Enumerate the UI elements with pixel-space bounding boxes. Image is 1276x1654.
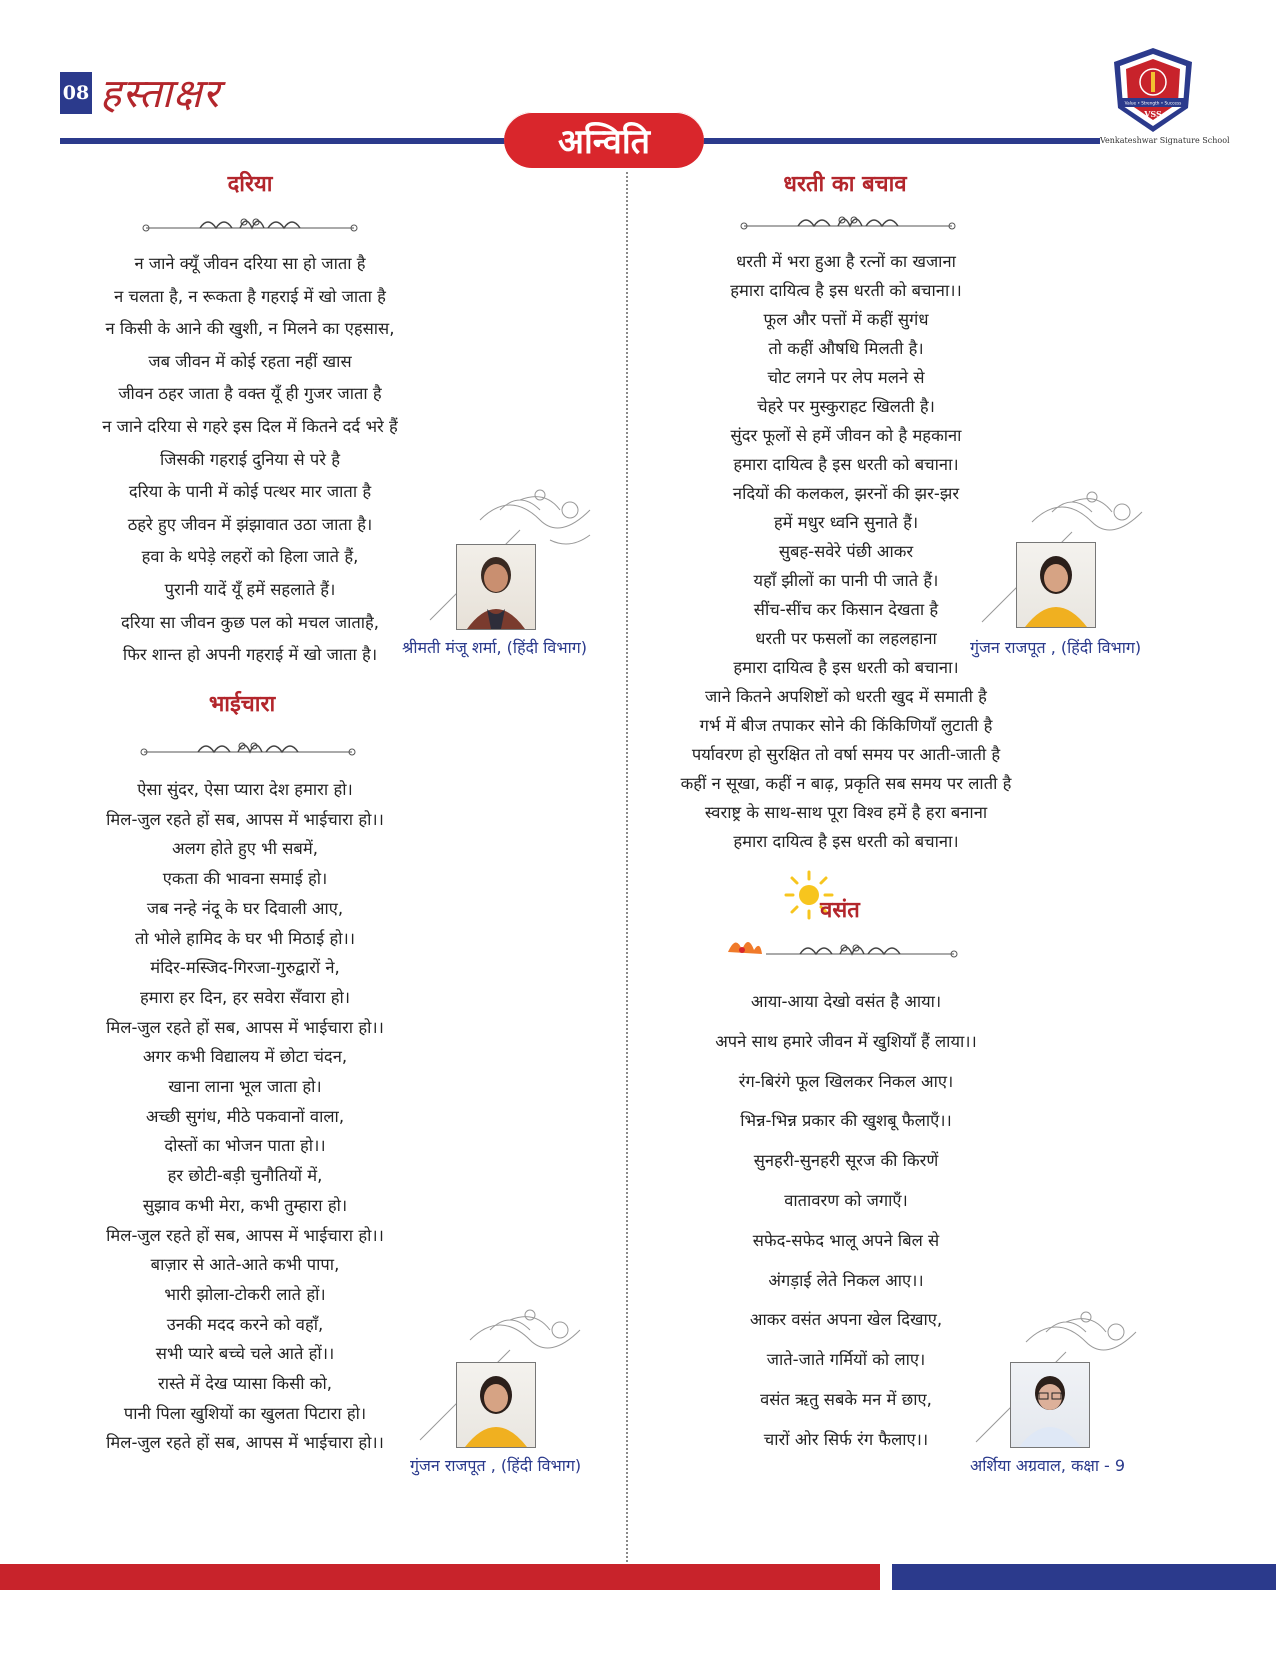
poem-line: जब नन्हे नंदू के घर दिवाली आए, (146, 898, 344, 918)
section-title: अन्विति (504, 112, 704, 168)
poem-line: न जाने क्यूँ जीवन दरिया सा हो जाता है (134, 254, 366, 273)
footer-bar-blue (892, 1564, 1276, 1590)
poem-line: सुझाव कभी मेरा, कभी तुम्हारा हो। (142, 1195, 348, 1215)
poem-line: जब जीवन में कोई रहता नहीं खास (148, 351, 352, 371)
poem-line: गर्भ में बीज तपाकर सोने की किंकिणियाँ लुटाती है (699, 716, 993, 735)
ornament-divider-icon (760, 940, 960, 964)
poem-title-dharti: धरती का बचाव (783, 172, 907, 197)
author-name-bhaichara: गुंजन राजपूत , (हिंदी विभाग) (410, 1456, 582, 1475)
poem-line: जिसकी गहराई दुनिया से परे है (159, 449, 341, 469)
poem-line: धरती में भरा हुआ है रत्नों का खजाना (736, 252, 956, 271)
ornament-divider-icon (140, 214, 360, 238)
poem-line: नदियों की कलकल, झरनों की झर-झर (732, 484, 960, 503)
poem-body-bhaichara (90, 775, 400, 1458)
ornament-divider-icon (138, 738, 358, 762)
poem-line: यहाँ झीलों का पानी पी जाते हैं। (753, 571, 939, 590)
logo-motto: Value • Strength • Success (1124, 100, 1182, 106)
poem-line: उनकी मदद करने को वहाँ, (166, 1314, 324, 1334)
poem-line: बाज़ार से आते-आते कभी पापा, (150, 1255, 340, 1275)
poem-line: मिल-जुल रहते हों सब, आपस में भाईचारा हो।। (106, 1017, 384, 1037)
poem-line: स्वराष्ट्र के साथ-साथ पूरा विश्व हमें है हरा बनाना (704, 803, 988, 822)
school-name: Venkateshwar Signature School (1100, 136, 1230, 145)
poem-line: मिल-जुल रहते हों सब, आपस में भाईचारा हो।। (106, 1433, 384, 1453)
logo-initials: VSS (1144, 109, 1162, 119)
poem-line: दरिया के पानी में कोई पत्थर मार जाता है (128, 482, 372, 502)
poem-line: हमारा दायित्व है इस धरती को बचाना। (733, 832, 959, 851)
poem-line: हमारा दायित्व है इस धरती को बचाना। (733, 658, 959, 677)
author-name-dharti: गुंजन राजपूत , (हिंदी विभाग) (970, 638, 1142, 657)
poem-line: न किसी के आने की खुशी, न मिलने का एहसास, (105, 319, 395, 339)
author-photo-arshiya (1010, 1362, 1090, 1448)
poem-line: चारों ओर सिर्फ रंग फैलाए।। (763, 1429, 929, 1449)
poem-line: पर्यावरण हो सुरक्षित तो वर्षा समय पर आती-जाती है (691, 745, 1001, 764)
flower-icon (724, 930, 764, 960)
column-divider (626, 172, 628, 1562)
poem-line: वातावरण को जगाएँ। (784, 1190, 908, 1210)
poem-line: मिल-जुल रहते हों सब, आपस में भाईचारा हो।। (106, 809, 384, 829)
poem-title-dariya: दरिया (227, 172, 273, 197)
poem-line: जीवन ठहर जाता है वक्त यूँ ही गुजर जाता है (118, 384, 382, 404)
poem-title-bhaichara: भाईचारा (208, 692, 276, 717)
footer-bar-red (0, 1564, 880, 1590)
poem-body-dharti (676, 247, 1016, 856)
poem-line: सुबह-सवेरे पंछी आकर (778, 542, 914, 561)
poem-line: तो भोले हामिद के घर भी मिठाई हो।। (134, 928, 356, 948)
poem-line: आकर वसंत अपना खेल दिखाए, (749, 1310, 943, 1330)
poem-line: अपने साथ हमारे जीवन में खुशियाँ हैं लाया।। (715, 1031, 977, 1051)
poem-line: अंगड़ाई लेते निकल आए।। (768, 1270, 924, 1290)
poem-line: रंग-बिरंगे फूल खिलकर निकल आए। (738, 1071, 954, 1091)
poem-line: वसंत ऋतु सबके मन में छाए, (760, 1389, 932, 1409)
author-photo-gunjan (456, 1362, 536, 1448)
poem-line: दोस्तों का भोजन पाता हो।। (164, 1136, 326, 1156)
poem-line: भिन्न-भिन्न प्रकार की खुशबू फैलाएँ।। (740, 1111, 952, 1131)
poem-line: सींच-सींच कर किसान देखता है (753, 600, 939, 619)
poem-line: मंदिर-मस्जिद-गिरजा-गुरुद्वारों ने, (150, 958, 340, 978)
poem-body-dariya (80, 248, 420, 672)
poem-line: आया-आया देखो वसंत है आया। (750, 992, 942, 1011)
author-name-dariya: श्रीमती मंजू शर्मा, (हिंदी विभाग) (402, 638, 587, 657)
poem-line: पुरानी यादें यूँ हमें सहलाते हैं। (164, 579, 336, 599)
poem-line: हवा के थपेड़े लहरों को हिला जाते हैं, (141, 547, 359, 567)
poem-line: दरिया सा जीवन कुछ पल को मचल जाताहै, (120, 612, 380, 632)
poem-line: धरती पर फसलों का लहलहाना (755, 629, 937, 648)
author-photo-gunjan-2 (1016, 542, 1096, 628)
poem-line: खाना लाना भूल जाता हो। (168, 1077, 322, 1097)
poem-line: तो कहीं औषधि मिलती है। (768, 339, 924, 358)
author-name-vasant: अर्शिया अग्रवाल, कक्षा - 9 (970, 1456, 1126, 1475)
poem-line: मिल-जुल रहते हों सब, आपस में भाईचारा हो।। (106, 1225, 384, 1245)
poem-line: हमारा दायित्व है इस धरती को बचाना।। (730, 281, 962, 300)
poem-title-vasant: वसंत (820, 898, 860, 923)
poem-line: सभी प्यारे बच्चे चले आते हों।। (155, 1344, 335, 1364)
poem-line: कहीं न सूखा, कहीं न बाढ़, प्रकृति सब समय पर लाती है (680, 774, 1012, 793)
poem-line: रास्ते में देख प्यासा किसी को, (158, 1374, 332, 1394)
magazine-title: हस्ताक्षर (100, 71, 220, 117)
poem-line: फूल और पत्तों में कहीं सुगंध (763, 310, 929, 329)
poem-line: न चलता है, न रूकता है गहराई में खो जाता है (114, 286, 386, 306)
poem-line: एकता की भावना समाई हो। (162, 869, 328, 889)
poem-line: सफेद-सफेद भालू अपने बिल से (752, 1230, 940, 1250)
poem-body-vasant (696, 982, 996, 1460)
poem-line: अलग होते हुए भी सबमें, (172, 839, 318, 859)
poem-line: ठहरे हुए जीवन में झंझावात उठा जाता है। (127, 514, 373, 534)
poem-line: जाने कितने अपशिष्टों को धरती खुद में समाती है (705, 687, 987, 706)
poem-line: सुनहरी-सुनहरी सूरज की किरणें (753, 1151, 939, 1171)
poem-line: सुंदर फूलों से हमें जीवन को है महकाना (730, 426, 962, 445)
page-number: 08 (60, 72, 92, 114)
poem-line: हमें मधुर ध्वनि सुनाते हैं। (773, 513, 919, 532)
poem-line: चोट लगने पर लेप मलने से (767, 368, 925, 387)
author-photo-manju (456, 544, 536, 630)
poem-line: हर छोटी-बड़ी चुनौतियों में, (167, 1166, 323, 1186)
ornament-divider-icon (738, 212, 958, 236)
poem-line: फिर शान्त हो अपनी गहराई में खो जाता है। (122, 645, 378, 665)
poem-line: पानी पिला खुशियों का खुलता पिटारा हो। (123, 1403, 367, 1423)
poem-line: हमारा दायित्व है इस धरती को बचाना। (733, 455, 959, 474)
school-logo (1108, 46, 1198, 136)
poem-line: अगर कभी विद्यालय में छोटा चंदन, (142, 1047, 348, 1067)
poem-line: ऐसा सुंदर, ऐसा प्यारा देश हमारा हो। (137, 780, 353, 799)
poem-line: भारी झोला-टोकरी लाते हों। (164, 1284, 326, 1304)
poem-line: जाते-जाते गर्मियों को लाए। (766, 1350, 926, 1370)
poem-line: न जाने दरिया से गहरे इस दिल में कितने दर्द भरे हैं (102, 416, 398, 436)
poem-line: हमारा हर दिन, हर सवेरा सँवारा हो। (139, 987, 351, 1007)
poem-line: अच्छी सुगंध, मीठे पकवानों वाला, (145, 1106, 345, 1126)
poem-line: चेहरे पर मुस्कुराहट खिलती है। (757, 397, 935, 416)
